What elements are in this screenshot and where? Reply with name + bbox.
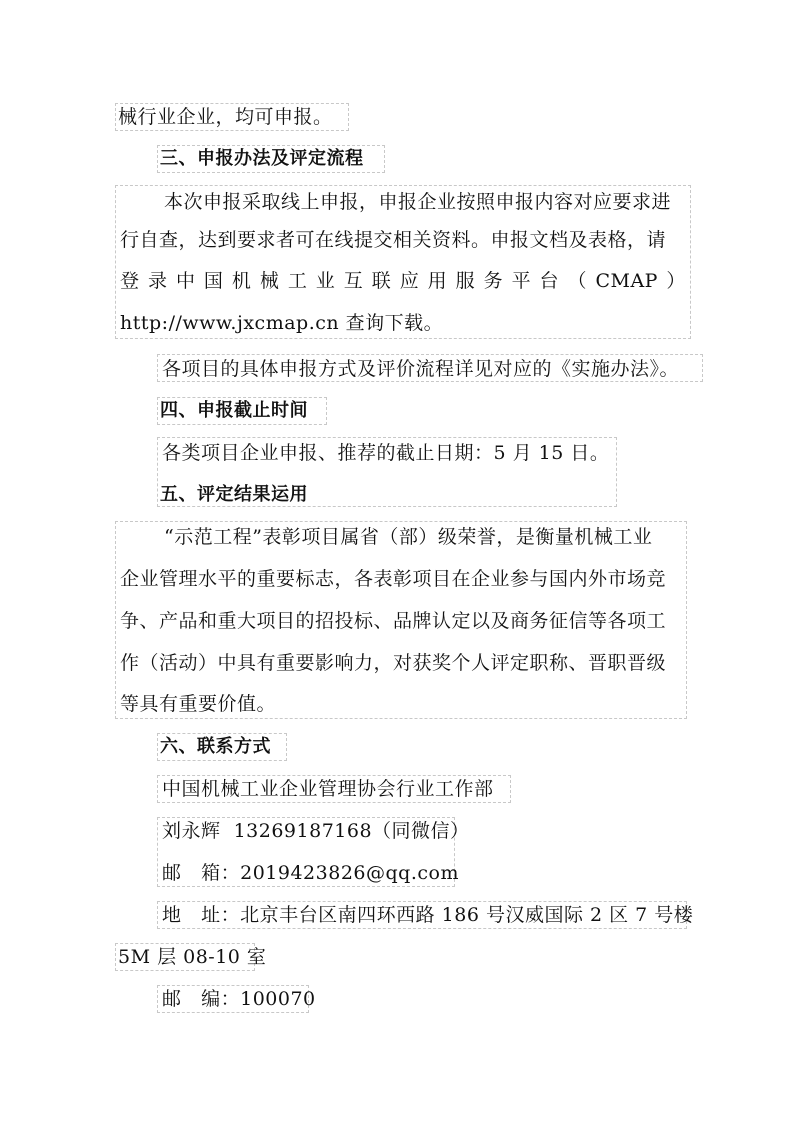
text-applicant-scope: 械行业企业，均可申报。 <box>118 106 333 128</box>
section-heading-3: 三、申报办法及评定流程 <box>160 148 364 169</box>
char: 机 <box>231 270 252 292</box>
char: 互 <box>343 270 364 292</box>
char: 业 <box>315 270 336 292</box>
text-method-line-1: 本次申报采取线上申报，申报企业按照申报内容对应要求进 <box>164 191 672 213</box>
text-contact-email: 邮 箱：2019423826@qq.com <box>162 862 459 884</box>
text-method-line-2: 行自查，达到要求者可在线提交相关资料。申报文档及表格，请 <box>120 229 667 251</box>
char: 台 <box>539 270 560 292</box>
char: 联 <box>371 270 392 292</box>
text-results-line-3: 争、产品和重大项目的招投标、品牌认定以及商务征信等各项工 <box>120 610 667 632</box>
char: 国 <box>203 270 224 292</box>
text-contact-dept: 中国机械工业企业管理协会行业工作部 <box>162 778 494 800</box>
char: 服 <box>455 270 476 292</box>
text-results-line-2: 企业管理水平的重要标志，各表彰项目在企业参与国内外市场竞 <box>120 568 667 590</box>
char: 械 <box>259 270 280 292</box>
section-heading-4: 四、申报截止时间 <box>160 400 308 421</box>
char: 录 <box>147 270 168 292</box>
section-heading-5: 五、评定结果运用 <box>160 484 308 505</box>
section-heading-6: 六、联系方式 <box>160 736 271 757</box>
char: 用 <box>427 270 448 292</box>
text-method-line-4-url: http://www.jxcmap.cn 查询下载。 <box>120 312 444 334</box>
text-contact-person: 刘永辉 13269187168（同微信） <box>162 820 470 842</box>
text-deadline: 各类项目企业申报、推荐的截止日期：5 月 15 日。 <box>162 442 610 464</box>
char: 工 <box>287 270 308 292</box>
char: （ <box>567 270 588 292</box>
char: 中 <box>175 270 196 292</box>
text-address-line-2: 5M 层 08-10 室 <box>118 946 267 968</box>
text-results-line-4: 作（活动）中具有重要影响力，对获奖个人评定职称、晋职晋级 <box>120 652 667 674</box>
char: ） <box>666 270 686 292</box>
text-address-line-1: 地 址：北京丰台区南四环西路 186 号汉威国际 2 区 7 号楼 <box>162 904 694 926</box>
char: CMAP <box>595 270 658 292</box>
text-results-line-5: 等具有重要价值。 <box>120 693 277 715</box>
char: 应 <box>399 270 420 292</box>
char: 务 <box>483 270 504 292</box>
text-postcode: 邮 编：100070 <box>162 988 316 1010</box>
text-implementation-rules: 各项目的具体申报方式及评价流程详见对应的《实施办法》。 <box>162 358 680 380</box>
char: 平 <box>511 270 532 292</box>
text-results-line-1: “示范工程”表彰项目属省（部）级荣誉，是衡量机械工业 <box>164 526 653 548</box>
char: 登 <box>120 270 140 292</box>
text-method-line-3 <box>120 268 686 294</box>
